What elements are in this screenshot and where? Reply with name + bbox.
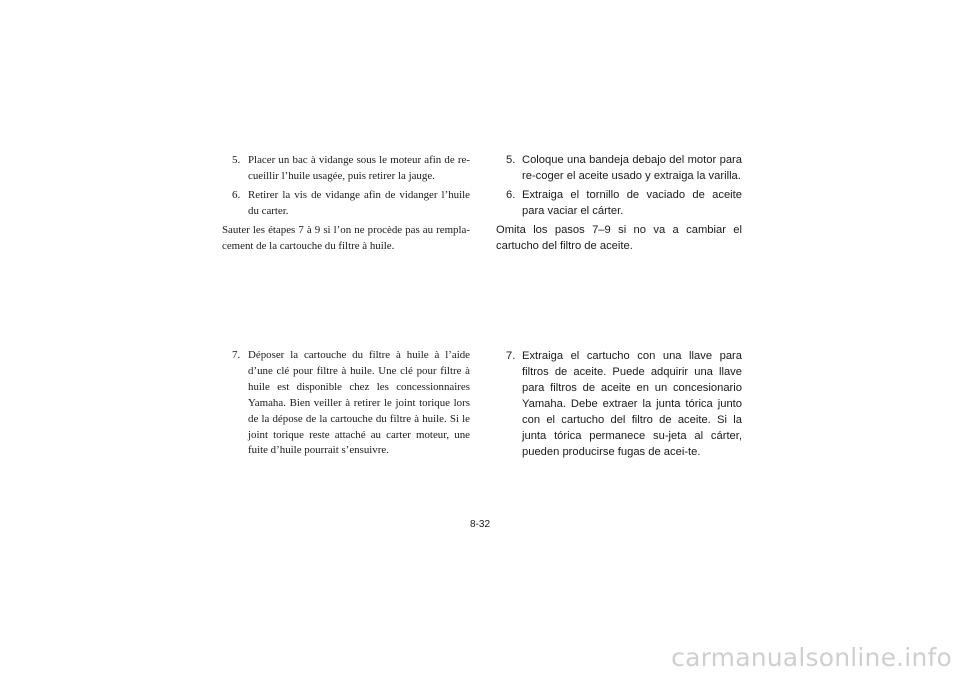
step-number: 7.: [506, 350, 516, 362]
spanish-step-6: [496, 187, 742, 219]
french-top-section: [222, 153, 470, 254]
french-step-5: [222, 153, 470, 185]
french-step-6: [222, 188, 470, 220]
step-number: 5.: [506, 154, 516, 166]
spanish-step-5: [496, 152, 742, 184]
step-number: 5.: [232, 154, 241, 166]
step-text: Extraiga el tornillo de vaciado de aceite para vaciar el cárter.: [522, 189, 742, 217]
step-number: 6.: [506, 189, 516, 201]
french-step-7: [222, 348, 470, 459]
step-text: Retirer la vis de vidange afin de vidanger l’huile du carter.: [248, 188, 470, 217]
spanish-step-7: [496, 348, 742, 460]
step-text: Coloque una bandeja debajo del motor para re-coger el aceite usado y extraiga la varilla.: [522, 154, 742, 182]
spanish-top-section: [496, 152, 742, 254]
step-text: Extraiga el cartucho con una llave para filtros de aceite. Puede adquirir una llave para filtros de aceite en un concesionario Yamaha. Debe extraer la junta tórica junto con el cartucho del filtro de aceite. Si la junta tórica permanece su-jeta al cárter, pueden producirse fugas de acei-te.: [522, 350, 742, 458]
step-text: Déposer la cartouche du filtre à huile à l’aide d’une clé pour filtre à huile. Une clé pour filtre à huile est disponible chez les concessionnaires Yamaha. Bien veiller à retirer le joint torique lors de la dépose de la cartouche du filtre à huile. Si le joint torique reste attaché au carter moteur, une fuite d’huile pourrait s’ensuivre.: [248, 349, 470, 457]
step-text: Placer un bac à vidange sous le moteur afin de re-cueillir l’huile usagée, puis retirer la jauge.: [248, 154, 470, 182]
french-bottom-section: [222, 348, 470, 459]
step-number: 7.: [232, 349, 241, 361]
french-note: Sauter les étapes 7 à 9 si l’on ne procède pas au rempla-cement de la cartouche du filtre à huile.: [222, 223, 470, 252]
watermark: carmanualsonline.info: [671, 643, 952, 672]
page-number: 8-32: [469, 519, 490, 530]
spanish-bottom-section: [496, 348, 742, 460]
spanish-note: Omita los pasos 7–9 si no va a cambiar el cartucho del filtro de aceite.: [496, 224, 742, 252]
step-number: 6.: [232, 188, 241, 201]
